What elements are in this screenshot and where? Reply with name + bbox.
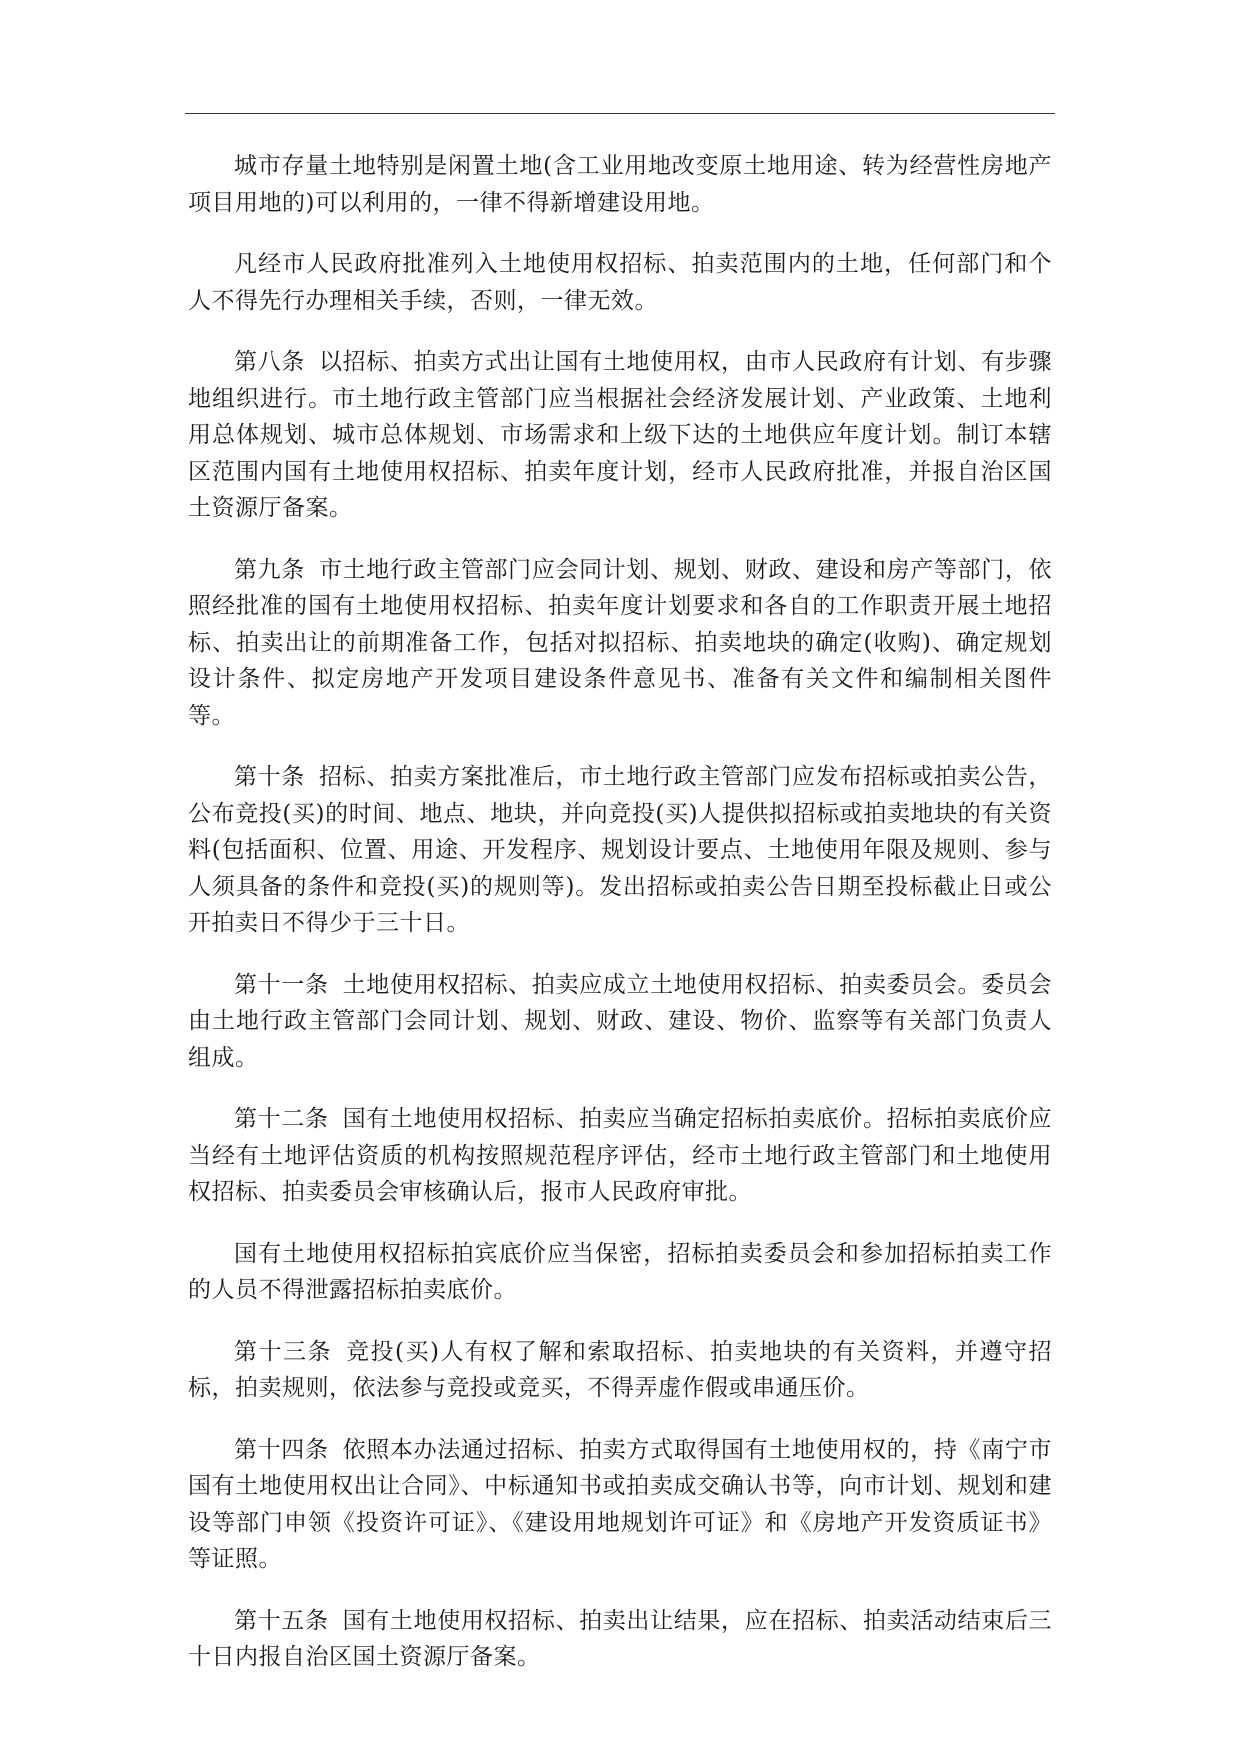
article-11 — [188, 967, 1052, 1077]
paragraph-text: 凡经市人民政府批准列入土地使用权招标、拍卖范围内的土地，任何部门和个人不得先行办理相关手续，否则，一律无效。 — [188, 251, 1052, 314]
article-12 — [188, 1101, 1052, 1211]
article-number: 第十条 — [234, 764, 305, 790]
paragraph-text: 国有土地使用权招标拍宾底价应当保密，招标拍卖委员会和参加招标拍卖工作的人员不得泄露招标拍卖底价。 — [188, 1240, 1052, 1303]
paragraph-text: 市土地行政主管部门应会同计划、规划、财政、建设和房产等部门，依照经批准的国有土地使用权招标、拍卖年度计划要求和各自的工作职责开展土地招标、拍卖出让的前期准备工作，包括对拟招标、拍卖地块的确定(收购)、确定规划设计条件、拟定房地产开发项目建设条件意见书、准备有关文件和编制相关图件等。 — [188, 556, 1053, 729]
article-9 — [188, 552, 1052, 735]
article-10 — [188, 759, 1052, 942]
paragraph-1 — [188, 148, 1052, 221]
article-number: 第十一条 — [234, 971, 329, 998]
paragraph-confidentiality — [188, 1236, 1052, 1309]
paragraph-text: 竞投(买)人有权了解和索取招标、拍卖地块的有关资料，并遵守招标，拍卖规则，依法参与竞投或竞买，不得弄虚作假或串通压价。 — [188, 1338, 1053, 1401]
document-body — [188, 148, 1052, 1701]
paragraph-text: 土地使用权招标、拍卖应成立土地使用权招标、拍卖委员会。委员会由土地行政主管部门会同计划、规划、财政、建设、物价、监察等有关部门负责人组成。 — [188, 971, 1053, 1071]
article-number: 第八条 — [234, 349, 305, 375]
article-15 — [188, 1603, 1052, 1676]
article-number: 第十三条 — [234, 1338, 333, 1365]
paragraph-2 — [188, 246, 1052, 319]
paragraph-text: 国有土地使用权招标、拍卖出让结果，应在招标、拍卖活动结束后三十日内报自治区国土资源厅备案。 — [188, 1607, 1053, 1670]
article-number: 第十五条 — [234, 1607, 329, 1634]
article-8 — [188, 344, 1052, 527]
paragraph-text: 依照本办法通过招标、拍卖方式取得国有土地使用权的，持《南宁市国有土地使用权出让合同》、中标通知书或拍卖成交确认书等，向市计划、规划和建设等部门申领《投资许可证》、《建设用地规划许可证》和《房地产开发资质证书》等证照。 — [188, 1436, 1053, 1572]
paragraph-text: 以招标、拍卖方式出让国有土地使用权，由市人民政府有计划、有步骤地组织进行。市土地行政主管部门应当根据社会经济发展计划、产业政策、土地利用总体规划、城市总体规划、市场需求和上级下达的土地供应年度计划。制订本辖区范围内国有土地使用权招标、拍卖年度计划，经市人民政府批准，并报自治区国土资源厅备案。 — [188, 349, 1053, 521]
article-14 — [188, 1432, 1052, 1578]
paragraph-text: 城市存量土地特别是闲置土地(含工业用地改变原土地用途、转为经营性房地产项目用地的)可以利用的，一律不得新增建设用地。 — [188, 153, 1052, 216]
article-13 — [188, 1334, 1052, 1407]
paragraph-text: 招标、拍卖方案批准后，市土地行政主管部门应发布招标或拍卖公告，公布竞投(买)的时间、地点、地块，并向竞投(买)人提供拟招标或拍卖地块的有关资料(包括面积、位置、用途、开发程序、规划设计要点、土地使用年限及规则、参与人须具备的条件和竞投(买)的规则等)。发出招标或拍卖公告日期至投标截止日或公开拍卖日不得少于三十日。 — [188, 764, 1053, 936]
header-rule — [185, 113, 1055, 114]
article-number: 第十二条 — [234, 1106, 329, 1132]
article-number: 第九条 — [234, 556, 305, 583]
paragraph-text: 国有土地使用权招标、拍卖应当确定招标拍卖底价。招标拍卖底价应当经有土地评估资质的机构按照规范程序评估，经市土地行政主管部门和土地使用权招标、拍卖委员会审核确认后，报市人民政府审批。 — [188, 1106, 1053, 1205]
article-number: 第十四条 — [234, 1436, 329, 1463]
